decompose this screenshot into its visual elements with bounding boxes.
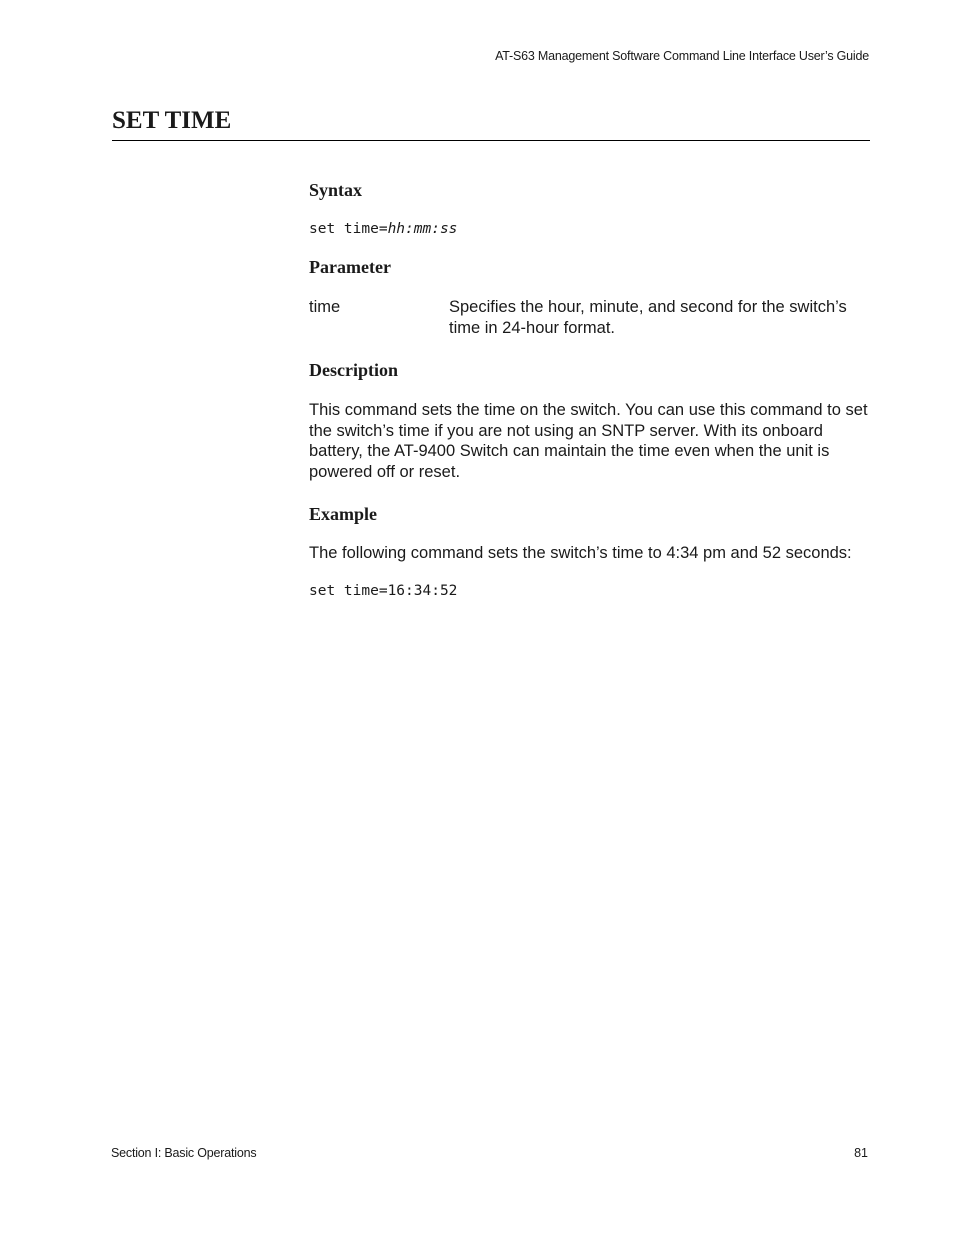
footer-page-number: 81 — [854, 1146, 868, 1160]
syntax-command-prefix: set time= — [309, 221, 388, 237]
example-command: set time=16:34:52 — [309, 583, 458, 599]
page-title: SET TIME — [112, 107, 232, 134]
syntax-command-variable: hh:mm:ss — [387, 221, 458, 237]
syntax-heading: Syntax — [309, 180, 363, 200]
example-text: The following command sets the switch’s time to 4:34 pm and 52 seconds: — [309, 544, 852, 562]
title-rule — [112, 140, 870, 141]
description-text: This command sets the time on the switch. You can use this command to set the switch’s time if you are not using an SNTP server. With its onboard battery, the AT-9400 Switch can maintain the time even when the unit is powered off or reset. — [309, 401, 868, 481]
parameter-description: Specifies the hour, minute, and second for the switch’s time in 24-hour format. — [449, 298, 847, 337]
running-header: AT-S63 Management Software Command Line Interface User’s Guide — [495, 49, 869, 63]
example-heading: Example — [309, 504, 378, 524]
description-heading: Description — [309, 360, 398, 380]
footer-section: Section I: Basic Operations — [111, 1146, 257, 1160]
parameter-name: time — [309, 298, 341, 316]
syntax-command — [309, 219, 457, 239]
parameter-heading: Parameter — [309, 257, 391, 277]
